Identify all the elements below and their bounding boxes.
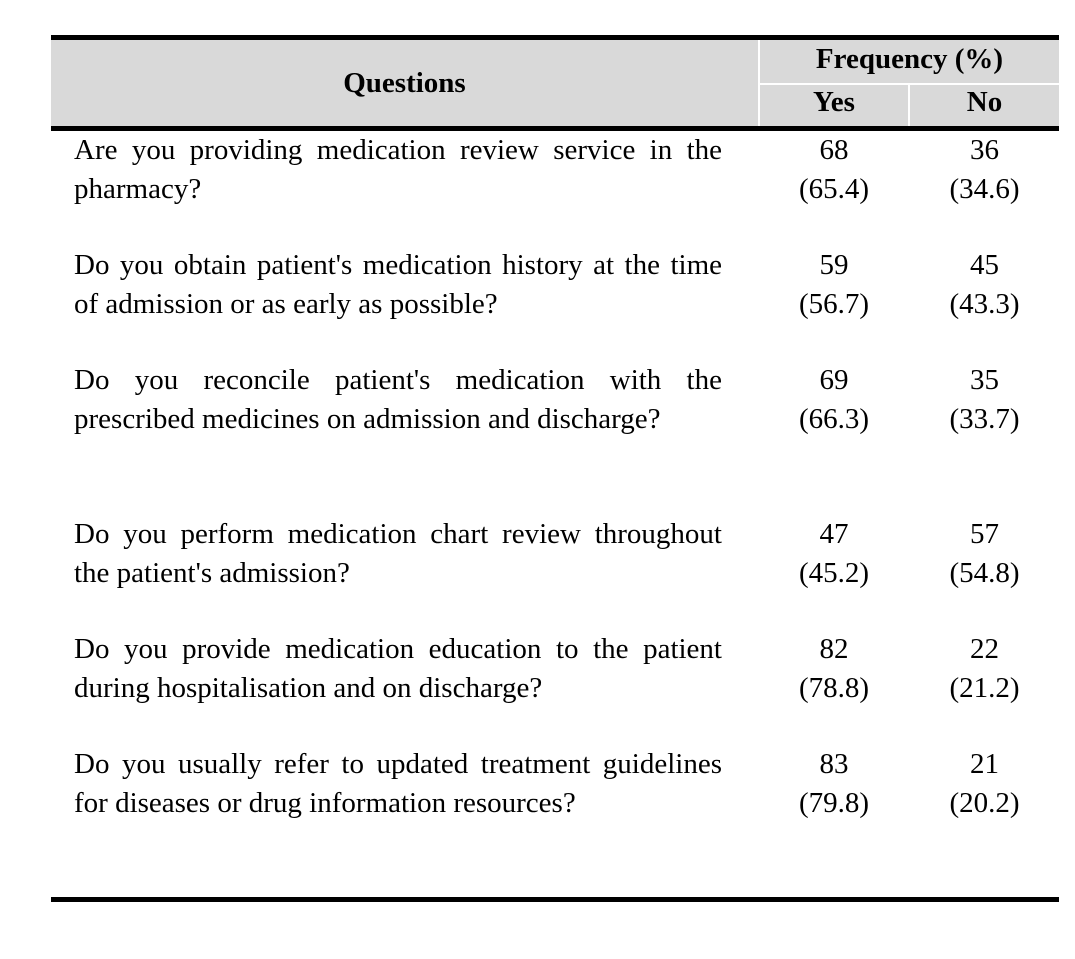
question-text: Do you obtain patient's medication history at the time of admission or as early as possible? [74,249,722,320]
table-bottom-rule [51,897,1059,902]
no-column-header: No [966,86,1003,118]
yes-count: 82 [819,633,849,665]
no-count: 57 [970,518,999,550]
question-text: Do you provide medication education to the patient during hospitalisation and on discharge? [74,633,722,704]
table-header [51,40,1059,126]
questions-column-header: Questions [343,66,466,99]
question-text: Do you usually refer to updated treatment guidelines for diseases or drug information resources? [74,748,722,819]
yes-count: 69 [819,364,849,396]
no-percent: (34.6) [949,173,1020,205]
yes-percent: (79.8) [798,787,870,819]
no-percent: (20.2) [949,787,1020,819]
no-count: 21 [970,748,999,780]
no-percent: (54.8) [949,557,1020,589]
yes-count: 68 [819,134,849,166]
yes-count: 47 [819,518,849,550]
yes-count: 83 [819,748,849,780]
yes-column-header: Yes [813,86,855,118]
no-percent: (21.2) [949,672,1020,704]
question-text: Do you perform medication chart review throughout the patient's admission? [74,518,722,589]
no-count: 36 [970,134,999,166]
yes-percent: (56.7) [798,288,870,320]
yes-count: 59 [819,249,849,281]
yes-percent: (66.3) [798,403,870,435]
no-count: 22 [970,633,999,665]
frequency-table [51,35,1059,902]
question-text: Do you reconcile patient's medication with the prescribed medicines on admission and discharge? [74,364,722,435]
no-percent: (33.7) [949,403,1020,435]
table-body [51,131,1059,897]
question-text: Are you providing medication review service in the pharmacy? [74,134,722,205]
yes-percent: (65.4) [798,173,870,205]
no-count: 35 [970,364,999,396]
frequency-column-header: Frequency (%) [815,43,1004,75]
no-count: 45 [970,249,999,281]
no-percent: (43.3) [949,288,1020,320]
yes-percent: (45.2) [798,557,870,589]
yes-percent: (78.8) [798,672,870,704]
